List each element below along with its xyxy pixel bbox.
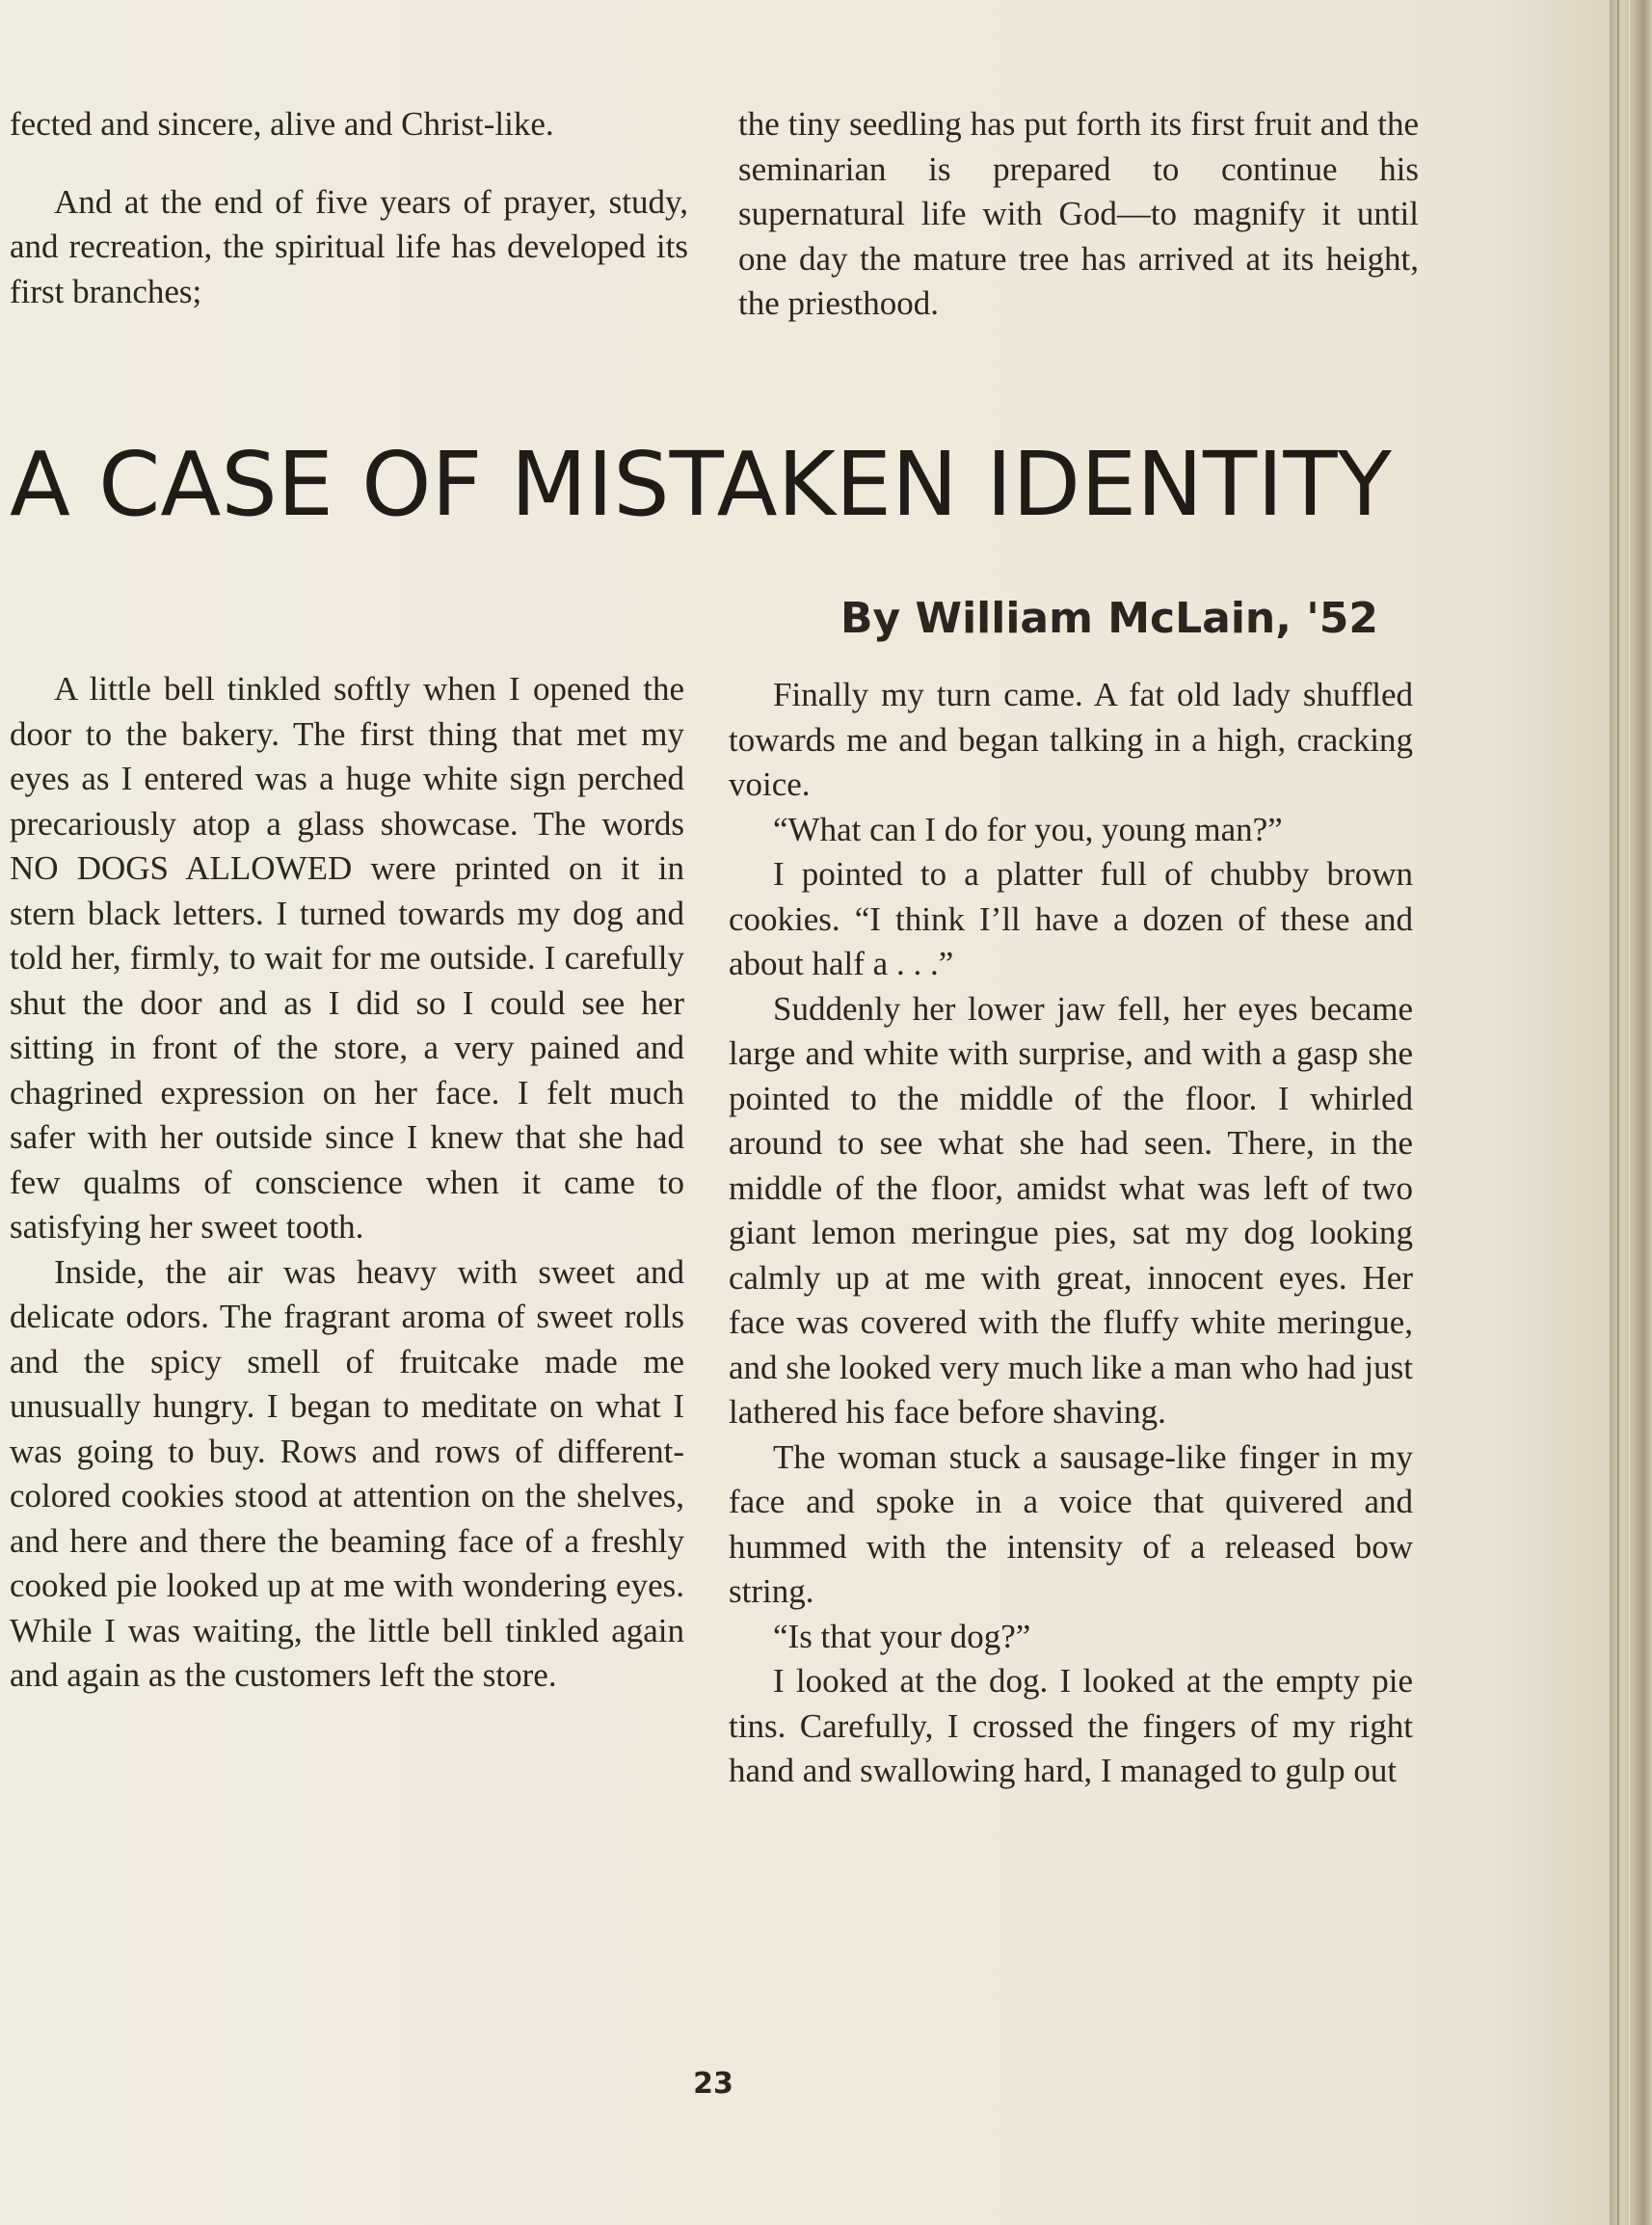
continued-article-left-column — [10, 102, 688, 314]
paragraph: I looked at the dog. I looked at the empty pie tins. Carefully, I crossed the fingers of my right hand and swallowing hard, I managed to gulp out — [729, 1662, 1413, 1789]
book-binding-edge — [1610, 0, 1652, 2225]
paragraph: Finally my turn came. A fat old lady shuffled towards me and began talking in a high, cracking voice. — [729, 676, 1413, 803]
paragraph: Suddenly her lower jaw fell, her eyes became large and white with surprise, and with a gasp she pointed to the middle of the floor. I whirled around to see what she had seen. There, in the middle of the floor, amidst what was left of two giant lemon meringue pies, sat my dog looking calmly up at me with great, innocent eyes. Her face was covered with the fluffy white meringue, and she looked very much like a man who had just lathered his face before shaving. — [729, 989, 1413, 1431]
paragraph: fected and sincere, alive and Christ-like. — [10, 105, 554, 143]
paragraph: “What can I do for you, young man?” — [773, 810, 1283, 848]
paragraph: The woman stuck a sausage-like finger in my face and spoke in a voice that quivered and hummed with the intensity of a released bow string. — [729, 1437, 1413, 1610]
paragraph: And at the end of five years of prayer, study, and recreation, the spiritual life has developed its first branches; — [10, 182, 688, 310]
story-left-column — [10, 667, 684, 1699]
paragraph: I pointed to a platter full of chubby brown cookies. “I think I’ll have a dozen of these and about half a . . .” — [729, 855, 1413, 982]
continued-article-right-column — [738, 102, 1419, 327]
paragraph: Inside, the air was heavy with sweet and delicate odors. The fragrant aroma of sweet rolls and the spicy smell of fruitcake made me unusually hungry. I began to meditate on what I was going to buy. Rows and rows of different-colored cookies stood at attention on the shelves, and here and there the beaming face of a freshly cooked pie looked up at me with wondering eyes. While I was waiting, the little bell tinkled again and again as the customers left the store. — [10, 1252, 684, 1694]
story-title: A CASE OF MISTAKEN IDENTITY — [10, 433, 1392, 536]
paragraph: the tiny seedling has put forth its first fruit and the seminarian is prepared to continue his supernatural life with God—to magnify it until one day the mature tree has arrived at its height, the priesthood. — [738, 105, 1419, 322]
paragraph: A little bell tinkled softly when I opened the door to the bakery. The first thing that met my eyes as I entered was a huge white sign perched precariously atop a glass showcase. The words NO DOGS ALLOWED were printed on it in stern black letters. I turned towards my dog and told her, firmly, to wait for me outside. I carefully shut the door and as I did so I could see her sitting in front of the store, a very pained and chagrined expression on her face. I felt much safer with her outside since I knew that she had few qualms of conscience when it came to satisfying her sweet tooth. — [10, 670, 684, 1246]
paragraph: “Is that your dog?” — [773, 1617, 1031, 1655]
page-number: 23 — [693, 2067, 733, 2101]
story-byline: By William McLain, '52 — [840, 594, 1378, 643]
story-right-column — [729, 673, 1413, 1794]
